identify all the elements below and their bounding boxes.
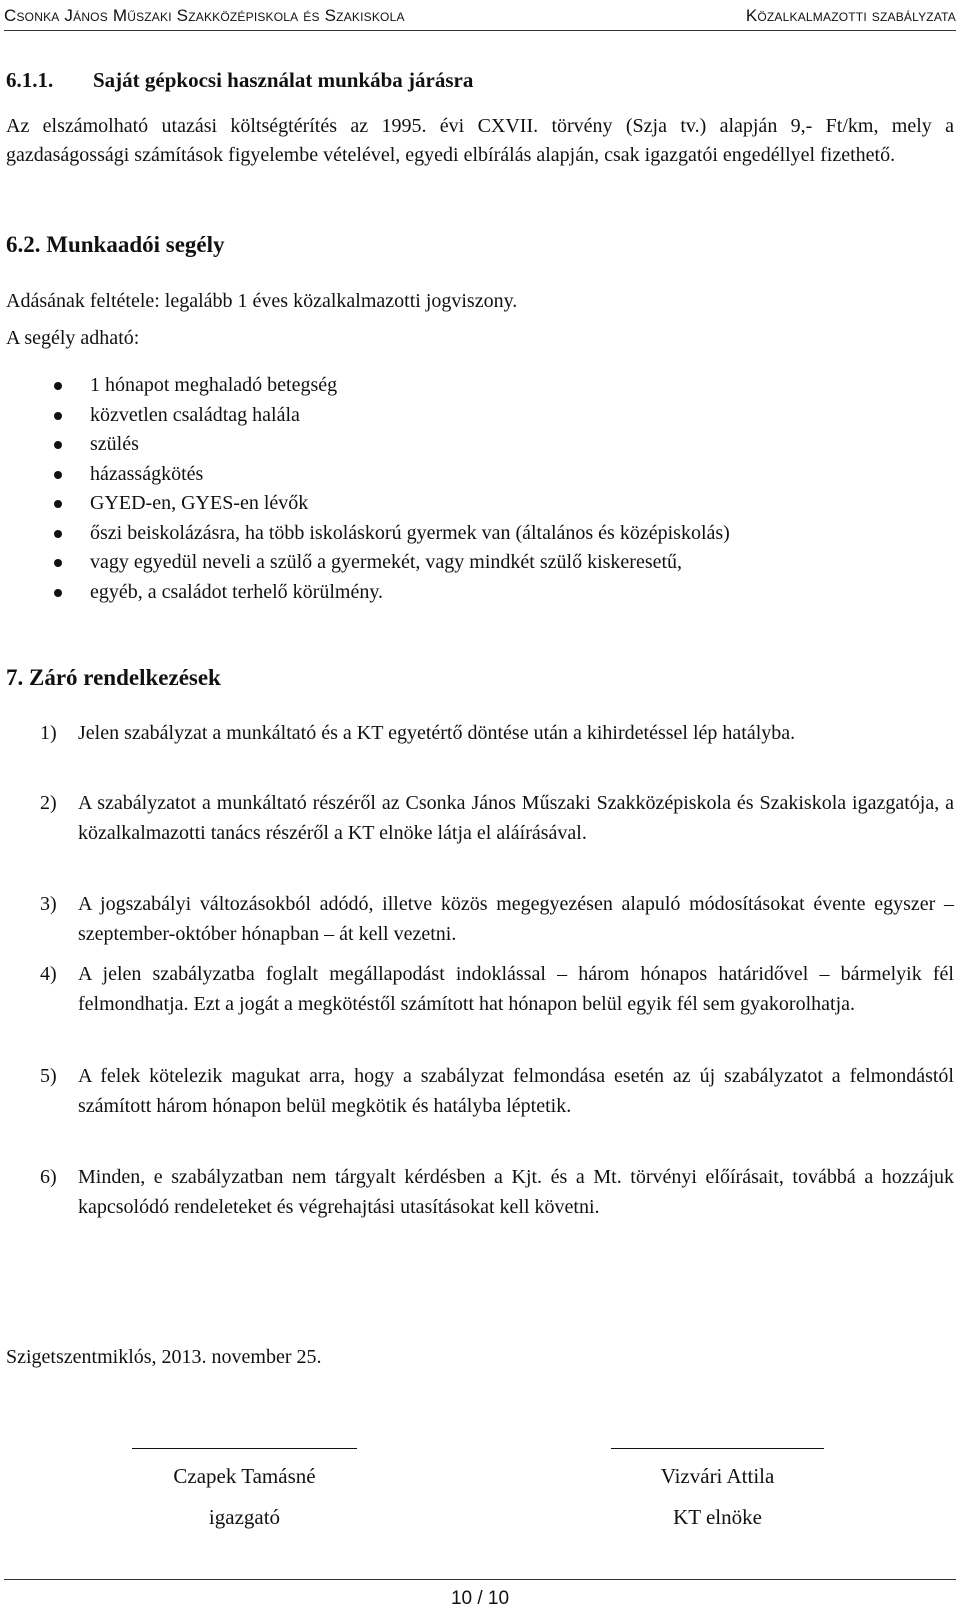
signatory-role-left: igazgató — [208, 1505, 281, 1529]
item-number: 1) — [40, 722, 57, 744]
section-7-heading: 7. Záró rendelkezések — [6, 665, 221, 690]
bullet-icon — [54, 441, 62, 449]
benefit-list — [54, 371, 730, 607]
list-item — [40, 719, 954, 749]
list-item — [40, 789, 954, 848]
signature-line-left — [132, 1448, 357, 1449]
section-6-2-condition: Adásának feltétele: legalább 1 éves közalkalmazotti jogviszony. — [6, 290, 518, 312]
header-school-name: Csonka János Műszaki Szakközépiskola és Szakiskola — [4, 6, 405, 25]
list-item: GYED-en, GYES-en lévők — [54, 489, 730, 519]
list-item: házasságkötés — [54, 460, 730, 490]
bullet-icon — [54, 500, 62, 508]
signatory-role-right: KT elnöke — [673, 1505, 762, 1529]
list-item: vagy egyedül neveli a szülő a gyermekét, vagy mindkét szülő kiskeresetű, — [54, 548, 730, 578]
item-text: A szabályzatot a munkáltató részéről az Csonka János Műszaki Szakközépiskola és Szakiskola igazgatója, a közalkalmazotti tanács részéről a KT elnöke látja el aláírásával. — [78, 792, 954, 844]
signature-line-right — [611, 1448, 824, 1449]
header-document-title: Közalkalmazotti szabályzata — [745, 6, 956, 25]
place-and-date: Szigetszentmiklós, 2013. november 25. — [6, 1346, 322, 1368]
section-6-1-1-heading — [6, 68, 473, 93]
item-text: A jogszabályi változásokból adódó, illetve közös megegyezésen alapuló módosításokat évente egyszer – szeptember-október hónapban – át kell vezetni. — [78, 893, 954, 945]
list-item — [40, 960, 954, 1019]
list-item — [40, 1163, 954, 1222]
bullet-icon — [54, 412, 62, 420]
list-item — [40, 1062, 954, 1121]
section-6-1-1-title: Saját gépkocsi használat munkába járásra — [93, 68, 474, 92]
list-item: szülés — [54, 430, 730, 460]
bullet-icon — [54, 530, 62, 538]
item-text: Minden, e szabályzatban nem tárgyalt kérdésben a Kjt. és a Mt. törvényi előírásait, továbbá a hozzájuk kapcsolódó rendeleteket és végrehajtási utasításokat kell követni. — [78, 1166, 954, 1218]
bullet-icon — [54, 471, 62, 479]
list-item: közvetlen családtag halála — [54, 401, 730, 431]
page-number: 10 / 10 — [450, 1588, 510, 1609]
bullet-icon — [54, 382, 62, 390]
list-item: 1 hónapot meghaladó betegség — [54, 371, 730, 401]
signatory-name-left: Czapek Tamásné — [173, 1464, 316, 1488]
list-item: őszi beiskolázásra, ha több iskoláskorú gyermek van (általános és középiskolás) — [54, 519, 730, 549]
item-number: 3) — [40, 893, 57, 915]
item-number: 4) — [40, 963, 57, 985]
bullet-icon — [54, 559, 62, 567]
item-text: Jelen szabályzat a munkáltató és a KT egyetértő döntése után a kihirdetéssel lép hatályba. — [78, 722, 796, 744]
page-header — [4, 2, 956, 31]
item-number: 6) — [40, 1166, 57, 1188]
list-item — [40, 890, 954, 949]
signatory-name-right: Vizvári Attila — [660, 1464, 775, 1488]
list-item: egyéb, a családot terhelő körülmény. — [54, 578, 730, 608]
page-footer — [4, 1579, 956, 1609]
item-text: A felek kötelezik magukat arra, hogy a szabályzat felmondása esetén az új szabályzatot a felmondástól számított három hónapon belül megkötik és hatályba léptetik. — [78, 1065, 954, 1117]
item-text: A jelen szabályzatba foglalt megállapodást indoklással – három hónapos határidővel – bármelyik fél felmondhatja. Ezt a jogát a megkötéstől számított hat hónapon belül egyik fél sem gyakorolhatja. — [78, 963, 954, 1015]
section-6-1-1-number: 6.1.1. — [6, 68, 54, 92]
item-number: 2) — [40, 792, 57, 814]
bullet-icon — [54, 589, 62, 597]
section-6-1-1-text: Az elszámolható utazási költségtérítés az 1995. évi CXVII. törvény (Szja tv.) alapján 9,- Ft/km, mely a gazdaságossági számítások figyelembe vételével, egyedi elbírálás alapján, csak igazgatói engedéllyel fizethető. — [6, 115, 954, 166]
section-6-2-heading: 6.2. Munkaadói segély — [6, 232, 225, 257]
item-number: 5) — [40, 1065, 57, 1087]
section-6-2-intro: A segély adható: — [6, 327, 140, 349]
